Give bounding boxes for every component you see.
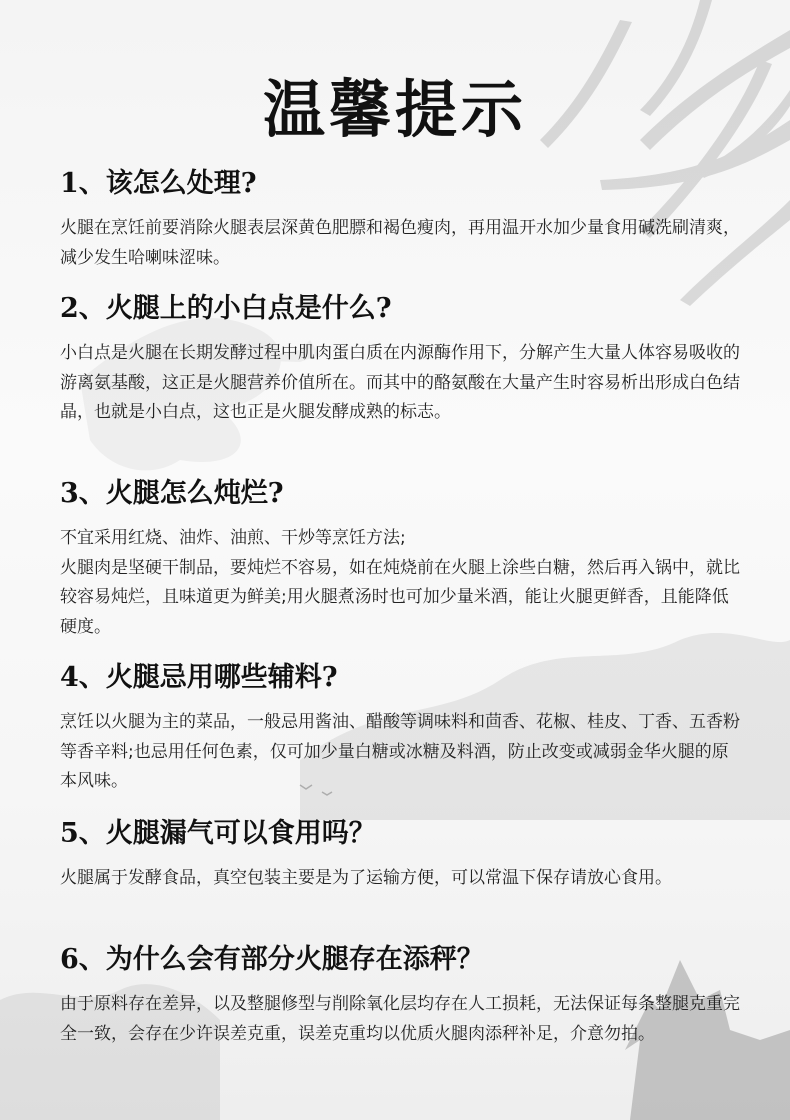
tip-paragraph: 烹饪以火腿为主的菜品，一般忌用酱油、醋酸等调味料和茴香、花椒、桂皮、丁香、五香粉等香辛料;也忌用任何色素，仅可加少量白糖或冰糖及料酒，防止改变或减弱金华火腿的原本风味。 xyxy=(60,712,740,792)
tip-paragraph: 不宜采用红烧、油炸、油煎、干炒等烹饪方法; xyxy=(60,528,406,549)
tip-section-3 xyxy=(60,478,740,642)
page-title: 温馨提示 xyxy=(262,73,527,146)
tip-heading: 5、火腿漏气可以食用吗？ xyxy=(60,818,376,849)
tip-heading: 1、该怎么处理? xyxy=(60,168,257,199)
tip-heading: 6、为什么会有部分火腿存在添秤？ xyxy=(60,944,484,975)
tip-heading: 4、火腿忌用哪些辅料? xyxy=(60,662,338,693)
tip-section-2 xyxy=(60,293,740,428)
tip-paragraph: 火腿在烹饪前要消除火腿表层深黄色肥膘和褐色瘦肉，再用温开水加少量食用碱洗刷清爽，减少发生哈喇味涩味。 xyxy=(60,218,740,268)
tip-heading: 3、火腿怎么炖烂? xyxy=(60,478,284,509)
tip-paragraph: 小白点是火腿在长期发酵过程中肌肉蛋白质在内源酶作用下，分解产生大量人体容易吸收的游离氨基酸，这正是火腿营养价值所在。而其中的酪氨酸在大量产生时容易析出形成白色结晶，也就是小白点，这也正是火腿发酵成熟的标志。 xyxy=(60,343,740,423)
tip-section-5 xyxy=(60,818,740,894)
tip-section-4 xyxy=(60,662,740,797)
tip-heading: 2、火腿上的小白点是什么? xyxy=(60,293,392,324)
tip-section-6 xyxy=(60,944,740,1049)
tip-paragraph: 由于原料存在差异，以及整腿修型与削除氧化层均存在人工损耗，无法保证每条整腿克重完全一致，会存在少许误差克重，误差克重均以优质火腿肉添秤补足，介意勿拍。 xyxy=(60,994,740,1044)
tip-paragraph: 火腿肉是坚硬干制品，要炖烂不容易，如在炖烧前在火腿上涂些白糖，然后再入锅中，就比较容易炖烂，且味道更为鲜美;用火腿煮汤时也可加少量米酒，能让火腿更鲜香，且能降低硬度。 xyxy=(60,557,740,637)
tip-section-1 xyxy=(60,168,740,273)
tip-paragraph: 火腿属于发酵食品，真空包装主要是为了运输方便，可以常温下保存请放心食用。 xyxy=(60,868,672,889)
